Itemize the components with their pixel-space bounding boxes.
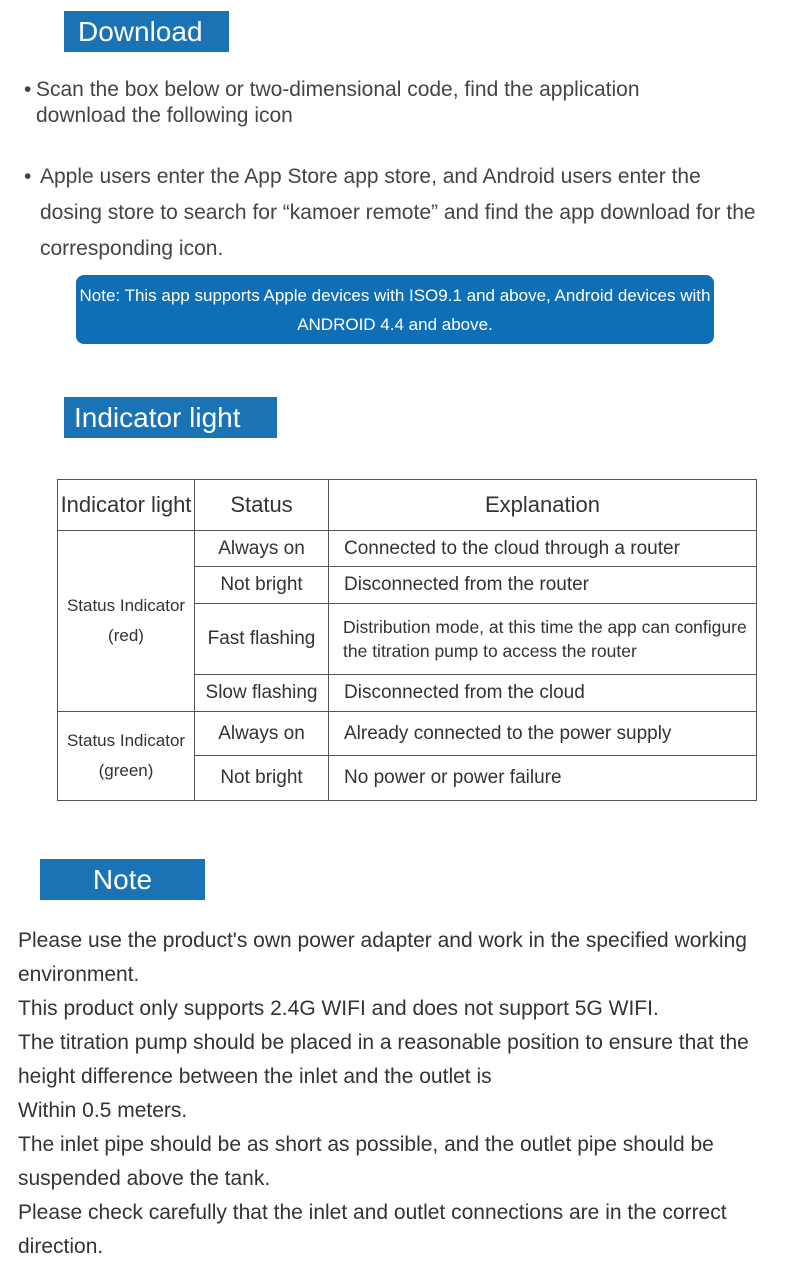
note-line: Please check carefully that the inlet and outlet connections are in the correct direction. — [18, 1201, 727, 1258]
explanation-cell: Already connected to the power supply — [329, 711, 757, 756]
download-instruction-1 — [24, 77, 724, 129]
note-line: Within 0.5 meters. — [18, 1099, 188, 1122]
column-header-status: Status — [195, 480, 329, 531]
group-green-label: Status Indicator (green) — [58, 711, 195, 800]
note-list — [18, 924, 778, 1264]
explanation-cell: Connected to the cloud through a router — [329, 531, 757, 567]
table-header-row — [58, 480, 757, 531]
status-cell: Slow flashing — [195, 675, 329, 711]
download-heading: Download — [64, 11, 229, 52]
status-cell: Always on — [195, 531, 329, 567]
status-cell: Not bright — [195, 756, 329, 801]
indicator-light-heading: Indicator light — [64, 397, 277, 438]
explanation-cell: No power or power failure — [329, 756, 757, 801]
instruction-text: Apple users enter the App Store app store, and Android users enter the dosing store to search for “kamoer remote” and find the app download for the corresponding icon. — [40, 165, 756, 260]
explanation-cell: Disconnected from the cloud — [329, 675, 757, 711]
status-cell: Always on — [195, 711, 329, 756]
instruction-text: Scan the box below or two-dimensional code, find the application download the following icon — [36, 78, 640, 127]
explanation-cell: Distribution mode, at this time the app can configure the titration pump to access the router — [329, 603, 757, 675]
bullet-icon: • — [24, 165, 32, 188]
status-cell: Not bright — [195, 567, 329, 603]
download-instruction-2 — [24, 159, 764, 267]
group-red-label: Status Indicator (red) — [58, 531, 195, 712]
bullet-icon: • — [24, 78, 32, 101]
note-line: This product only supports 2.4G WIFI and does not support 5G WIFI. — [18, 997, 659, 1020]
indicator-light-table — [57, 479, 757, 801]
note-heading: Note — [40, 859, 205, 900]
column-header-indicator: Indicator light — [58, 480, 195, 531]
table-row — [58, 531, 757, 567]
note-line: The titration pump should be placed in a reasonable position to ensure that the height difference between the inlet and the outlet is — [18, 1031, 749, 1088]
explanation-cell: Disconnected from the router — [329, 567, 757, 603]
column-header-explanation: Explanation — [329, 480, 757, 531]
note-line: Please use the product's own power adapter and work in the specified working environment. — [18, 929, 747, 986]
app-support-note: Note: This app supports Apple devices with ISO9.1 and above, Android devices with ANDROID 4.4 and above. — [76, 275, 714, 344]
note-line: The inlet pipe should be as short as possible, and the outlet pipe should be suspended above the tank. — [18, 1133, 714, 1190]
status-cell: Fast flashing — [195, 603, 329, 675]
table-row — [58, 711, 757, 756]
